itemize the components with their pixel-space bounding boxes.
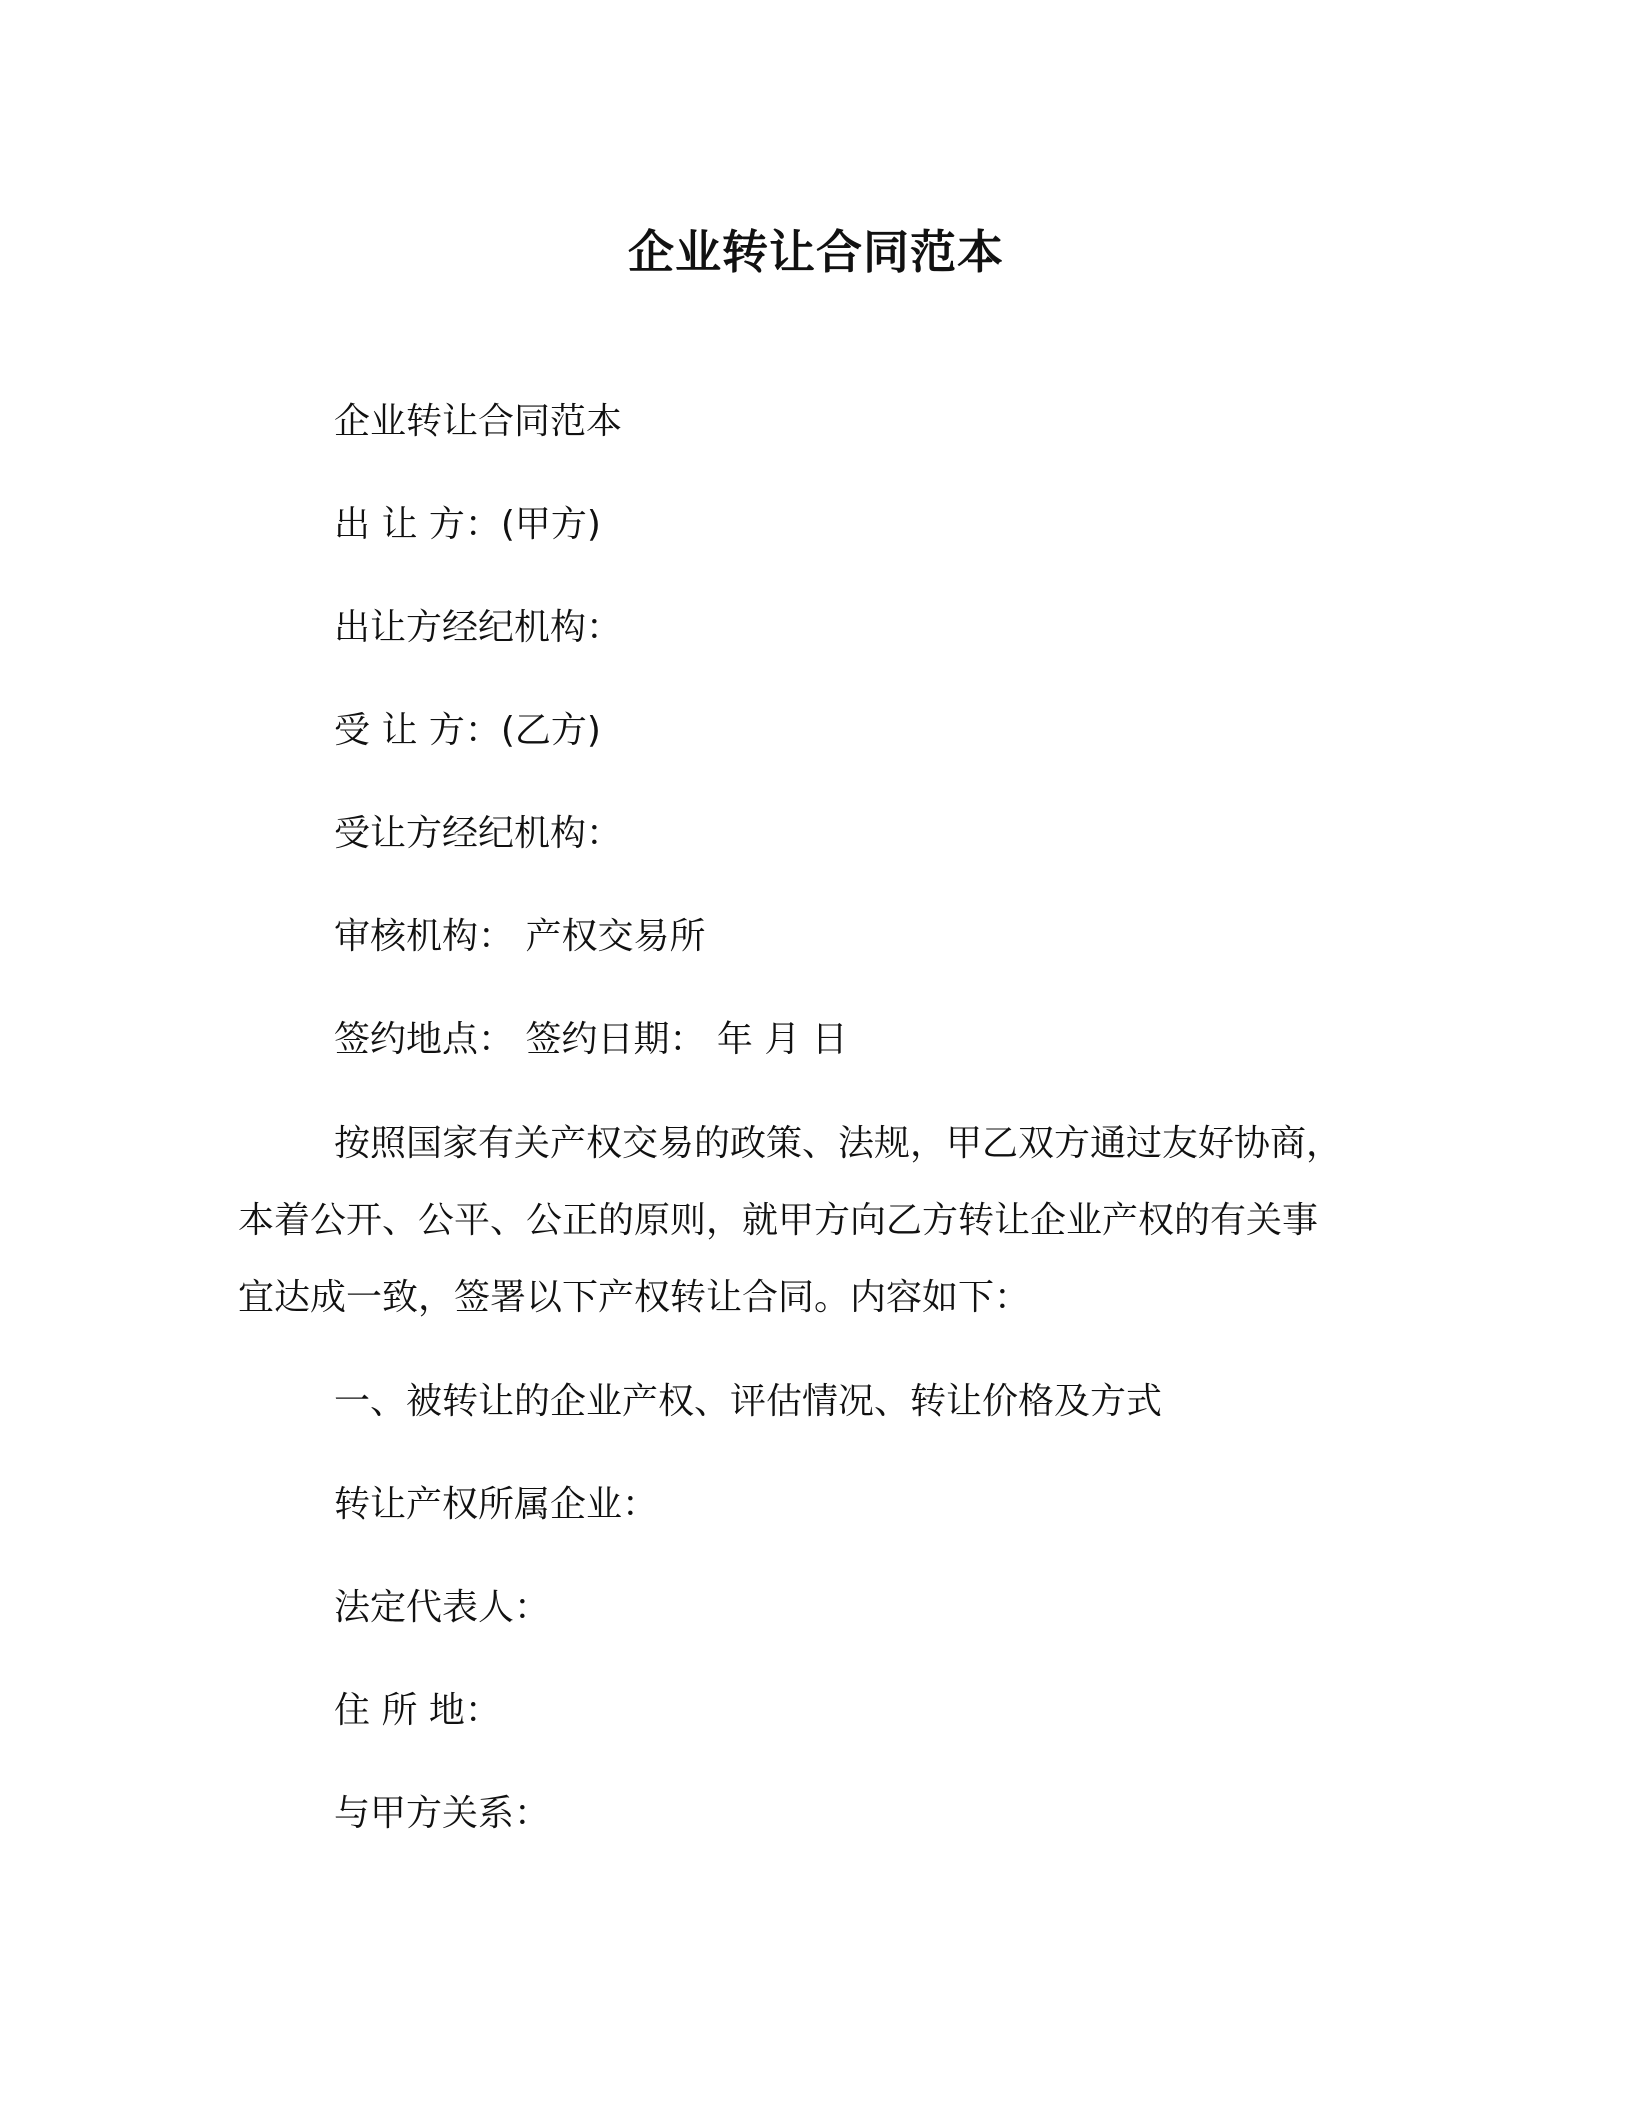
transferor-agency-line: 出让方经纪机构： [334,607,623,648]
transferee-agency-line: 受让方经纪机构： [334,813,623,854]
field-relationship: 与甲方关系： [334,1793,551,1834]
field-legal-rep: 法定代表人： [334,1587,551,1628]
subtitle-line: 企业转让合同范本 [334,401,623,442]
field-enterprise: 转让产权所属企业： [334,1484,659,1525]
signing-place-date-line: 签约地点： 签约日期： 年 月 日 [334,1019,848,1060]
review-agency-line: 审核机构： 产权交易所 [334,916,706,957]
document-title: 企业转让合同范本 [628,225,1004,279]
preamble-line-2: 本着公开、公平、公正的原则，就甲方向乙方转让企业产权的有关事 [238,1200,1319,1241]
transferor-line: 出 让 方：(甲方) [334,504,601,545]
preamble-line-1: 按照国家有关产权交易的政策、法规，甲乙双方通过友好协商， [334,1123,1343,1164]
preamble-line-3: 宜达成一致，签署以下产权转让合同。内容如下： [238,1277,1031,1318]
transferee-line: 受 让 方：(乙方) [334,710,601,751]
field-address: 住 所 地： [334,1690,501,1731]
section-1-heading: 一、被转让的企业产权、评估情况、转让价格及方式 [334,1381,1163,1422]
